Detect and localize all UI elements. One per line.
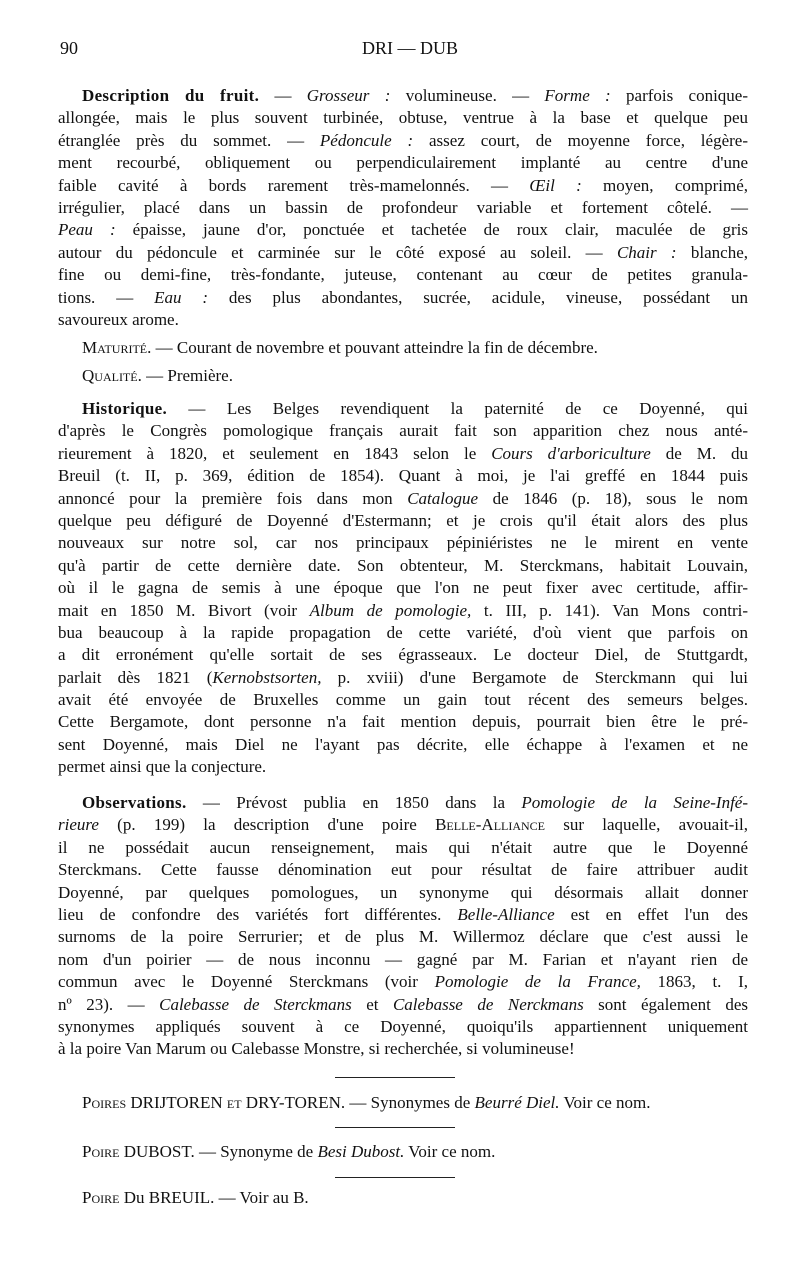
text-run: assez court, de moyenne force, légère- [413, 130, 748, 150]
text-run: — [259, 86, 307, 105]
text-line [58, 904, 748, 926]
text-run: 1863, t. I, [640, 972, 749, 992]
small-caps-text: Poire [82, 1188, 120, 1207]
text-run: nº 23). — [58, 994, 160, 1014]
italic-text: Pomologie de la France, [434, 972, 641, 992]
text-line [58, 337, 748, 359]
text-run: avait été envoyée de Bruxelles comme un gain tout récent des semeurs belges. [58, 690, 748, 710]
text-run: nom d'un poirier — de nous inconnu — gagné par M. Farian et n'ayant rien de [58, 949, 748, 969]
text-run: a dit erronément qu'elle sortait de ses égrasseaux. Le docteur Diel, de Stuttgardt, [58, 645, 748, 665]
section-heading: Historique. [82, 399, 167, 418]
text-run: des plus abondantes, sucrée, acidule, vineuse, possédant un [208, 287, 749, 307]
text-line [58, 443, 748, 465]
text-run: rieurement à 1820, et seulement en 1843 selon le [58, 443, 492, 463]
text-run: autour du pédoncule et carminée sur le côté exposé au soleil. — [58, 242, 617, 262]
text-line [58, 734, 748, 756]
text-run: — Prévost publia en 1850 dans la [186, 793, 522, 812]
italic-text: Belle-Alliance [457, 904, 555, 924]
text-line [58, 152, 748, 174]
text-run: DRY-TOREN. — Synonymes de [241, 1093, 475, 1112]
text-line [58, 600, 748, 622]
text-line [58, 994, 748, 1016]
italic-text: Calebasse de Sterckmans [159, 994, 352, 1014]
text-line [58, 197, 748, 219]
text-run: — Première. [141, 366, 233, 385]
text-line [58, 465, 748, 487]
text-run: et [351, 994, 393, 1014]
text-run: permet ainsi que la conjecture. [58, 757, 267, 777]
text-line [58, 926, 748, 948]
separator-rule [335, 1127, 455, 1128]
small-caps-text: Poires [82, 1093, 127, 1112]
text-run: — Courant de novembre et pouvant atteindre la fin de décembre. [151, 338, 598, 357]
text-run: blanche, [676, 242, 748, 262]
small-caps-text: Maturité. [82, 338, 152, 357]
text-run: de 1846 (p. 18), sous le nom [478, 488, 749, 508]
text-run: savoureux arome. [58, 309, 179, 329]
text-run: t. III, p. 141). Van Mons contri- [471, 600, 748, 620]
text-line [58, 689, 748, 711]
paragraph-qualite [58, 365, 748, 387]
italic-text: Pédoncule : [319, 130, 414, 150]
text-run: lieu de confondre des variétés fort différentes. [58, 904, 458, 924]
entry-du-breuil [58, 1187, 748, 1209]
text-run: faible cavité à bords rarement très-mamelonnés. — [58, 175, 530, 195]
text-run: sont également des [583, 994, 748, 1014]
text-run: où il le gagna de semis à une époque que l'on ne peut fixer avec certitude, affir- [58, 578, 748, 598]
text-line [58, 1141, 748, 1163]
text-run: Du BREUIL. — Voir au B. [119, 1188, 309, 1207]
italic-text: Grosseur : [306, 86, 391, 105]
text-line [58, 264, 748, 286]
text-run: DUBOST. — Synonyme de [119, 1142, 318, 1161]
small-caps-text: et [226, 1093, 242, 1112]
text-line [58, 792, 748, 814]
italic-text: Catalogue [407, 488, 479, 508]
text-run: synonymes appliqués souvent à ce Doyenné, quoiqu'ils appartiennent uniquement [58, 1016, 748, 1036]
italic-text: Forme : [544, 86, 611, 105]
running-title: DRI — DUB [361, 38, 458, 58]
text-line [58, 365, 748, 387]
text-run: étranglée près du sommet. — [58, 130, 320, 150]
text-line [58, 175, 748, 197]
entry-dubost [58, 1141, 748, 1163]
text-run: (p. 199) la description d'une poire [98, 815, 436, 835]
text-line [58, 577, 748, 599]
text-run: moyen, comprimé, [581, 175, 748, 195]
text-line [58, 882, 748, 904]
text-line [58, 1038, 748, 1060]
italic-text: Chair : [616, 242, 677, 262]
text-line [58, 420, 748, 442]
text-run: quelque peu défiguré de Doyenné d'Estermann; et je crois qu'il était alors des plus [58, 510, 748, 530]
text-run: commun avec le Doyenné Sterckmans (voir [58, 972, 435, 992]
text-run: Voir ce nom. [404, 1142, 496, 1161]
text-run: ment recourbé, obliquement ou perpendiculairement implanté au centre d'une [58, 153, 748, 173]
text-run: à la poire Van Marum ou Calebasse Monstre, si recherchée, si volumineuse! [58, 1039, 575, 1059]
text-run: épaisse, jaune d'or, ponctuée et tachetée de roux clair, maculée de gris [115, 220, 748, 240]
text-run: est en effet l'un des [554, 904, 749, 924]
text-line [58, 219, 748, 241]
text-line [58, 510, 748, 532]
text-run: bua beaucoup à la rapide propagation de cette variété, d'où vient que parfois on [58, 622, 748, 642]
italic-text: Kernobstsorten, [212, 667, 322, 687]
text-run: irrégulier, placé dans un bassin de profondeur variable et fortement côtelé. — [58, 197, 748, 217]
text-line [58, 309, 748, 331]
page-number: 90 [60, 38, 78, 58]
text-run: tions. — [58, 287, 155, 307]
text-line [58, 644, 748, 666]
italic-text: Œil : [529, 175, 582, 195]
text-run: Sterckmans. Cette fausse dénomination eut pour résultat de faire attribuer audit [58, 860, 748, 880]
text-line [58, 398, 748, 420]
italic-text: Beurré Diel. [474, 1093, 560, 1112]
small-caps-text: Qualité. [82, 366, 142, 385]
text-run: qu'à partir de cette dernière date. Son obtenteur, M. Sterckmans, habitait Louvain, [58, 555, 748, 575]
text-run: fine ou demi-fine, très-fondante, juteuse, contenant au cœur de petites granula- [58, 265, 748, 285]
italic-text: Cours d'arboriculture [491, 443, 651, 463]
text-line [58, 1092, 748, 1114]
text-line [58, 555, 748, 577]
italic-text: Peau : [58, 220, 116, 240]
text-run: volumineuse. — [390, 86, 545, 105]
text-run: parfois conique- [610, 86, 748, 105]
text-run: sur laquelle, avouait-il, [545, 815, 748, 835]
text-line [58, 711, 748, 733]
text-line [58, 107, 748, 129]
separator-rule [335, 1177, 455, 1178]
italic-text: Pomologie de la Seine-Infé- [521, 793, 748, 812]
text-run: Voir ce nom. [559, 1093, 651, 1112]
paragraph-observations [58, 792, 748, 1061]
text-line [58, 949, 748, 971]
small-caps-text: Poire [82, 1142, 120, 1161]
italic-text: rieure [58, 815, 99, 835]
text-run: mait en 1850 M. Bivort (voir [58, 600, 310, 620]
entry-drijtoren [58, 1092, 748, 1114]
text-line [58, 1016, 748, 1038]
text-run: sent Doyenné, mais Diel ne l'ayant pas décrite, elle échappe à l'examen et ne [58, 734, 748, 754]
italic-text: Album de pomologie, [309, 600, 472, 620]
italic-text: Calebasse de Nerckmans [392, 994, 584, 1014]
text-run: allongée, mais le plus souvent turbinée, obtuse, ventrue à la base et quelque peu [58, 108, 748, 128]
italic-text: Besi Dubost. [317, 1142, 405, 1161]
text-line [58, 814, 748, 836]
text-run: Cette Bergamote, dont personne n'a fait mention depuis, pourrait bien être le pré- [58, 712, 748, 732]
text-line [58, 622, 748, 644]
text-line [58, 532, 748, 554]
text-line [58, 242, 748, 264]
text-run: Breuil (t. II, p. 369, édition de 1854). Quant à moi, je l'ai greffé en 1844 puis [58, 466, 748, 486]
text-line [58, 971, 748, 993]
text-run: nouveaux sur notre sol, car nos principaux pépiniéristes ne le mirent en vente [58, 533, 748, 553]
text-run: il ne possédait aucun renseignement, mais qui n'était autre que le Doyenné [58, 837, 748, 857]
text-run: parlait dès 1821 ( [58, 667, 213, 687]
text-run: de M. du [650, 443, 749, 463]
text-line [58, 667, 748, 689]
text-line [58, 287, 748, 309]
small-caps-text: Belle-Alliance [435, 815, 546, 835]
text-line [58, 488, 748, 510]
paragraph-description [58, 85, 748, 331]
text-run: annoncé pour la première fois dans mon [58, 488, 408, 508]
text-line [58, 859, 748, 881]
text-run: d'après le Congrès pomologique français aurait fait son apparition chez nous anté- [58, 421, 748, 441]
section-heading: Observations. [82, 793, 187, 812]
text-line [58, 130, 748, 152]
section-heading: Description du fruit. [82, 86, 260, 105]
text-line [58, 1187, 748, 1209]
text-line [58, 837, 748, 859]
paragraph-historique [58, 398, 748, 779]
text-run: p. xviii) d'une Bergamote de Sterckmann qui lui [321, 667, 748, 687]
separator-rule [335, 1077, 455, 1078]
text-line [58, 756, 748, 778]
text-line [58, 85, 748, 107]
paragraph-maturite [58, 337, 748, 359]
text-run: Doyenné, par quelques pomologues, un synonyme qui désormais allait donner [58, 882, 748, 902]
text-run: DRIJTOREN [126, 1093, 227, 1112]
text-run: surnoms de la poire Serrurier; et de plus M. Willermoz déclare que c'est aussi le [58, 927, 748, 947]
italic-text: Eau : [154, 287, 209, 307]
text-run: — Les Belges revendiquent la paternité de ce Doyenné, qui [167, 399, 748, 418]
